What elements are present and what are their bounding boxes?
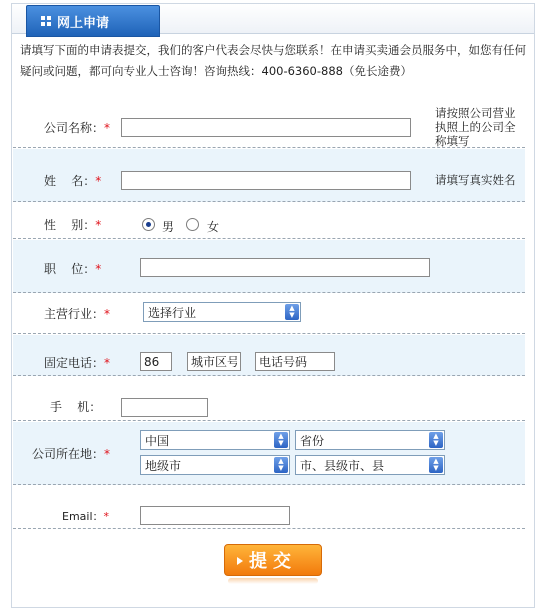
city-selected-value: 地级市 <box>145 459 182 473</box>
tab-title: 网上申请 <box>57 15 110 31</box>
row-company <box>13 96 525 148</box>
position-label: 职 位：* <box>44 262 102 276</box>
industry-label: 主营行业：* <box>44 307 111 321</box>
tab-bar <box>12 4 534 34</box>
country-select[interactable] <box>140 430 290 450</box>
area-code-input[interactable] <box>187 352 241 371</box>
select-arrows-icon: ▲ ▼ <box>274 457 288 473</box>
email-input[interactable] <box>140 506 290 525</box>
row-industry <box>13 294 525 334</box>
name-input[interactable] <box>121 171 411 190</box>
position-input[interactable] <box>140 258 430 277</box>
industry-select[interactable] <box>143 302 301 322</box>
county-selected-value: 市、县级市、县 <box>300 459 385 473</box>
gender-female-label: 女 <box>207 220 220 234</box>
company-label: 公司名称：* <box>44 121 111 135</box>
gender-label: 性 别：* <box>44 218 102 232</box>
tab-online-application[interactable] <box>26 5 160 37</box>
row-location <box>13 422 525 485</box>
gender-male-radio[interactable] <box>142 218 155 231</box>
phone-label: 固定电话：* <box>44 356 111 370</box>
country-code-input[interactable] <box>140 352 172 371</box>
mobile-label: 手 机： <box>50 400 102 414</box>
intro-text: 请填写下面的申请表提交，我们的客户代表会尽快与您联系！在申请买卖通会员服务中，如您有任何疑问或问题，都可向专业人士咨询！咨询热线：400-6360-888（免长途费） <box>20 43 526 78</box>
mobile-input[interactable] <box>121 398 208 417</box>
province-select[interactable] <box>295 430 445 450</box>
grid-icon <box>41 16 51 26</box>
phone-number-input[interactable] <box>255 352 335 371</box>
city-select[interactable] <box>140 455 290 475</box>
row-phone <box>13 335 525 376</box>
gender-female-radio[interactable] <box>186 218 199 231</box>
select-arrows-icon: ▲ ▼ <box>274 432 288 448</box>
row-gender <box>13 203 525 239</box>
submit-label: 提交 <box>249 551 297 572</box>
play-arrow-icon <box>237 557 243 565</box>
industry-selected-value: 选择行业 <box>148 306 197 320</box>
province-selected-value: 省份 <box>300 434 325 448</box>
select-arrows-icon: ▲ ▼ <box>285 304 299 320</box>
row-mobile <box>13 377 525 421</box>
row-position <box>13 240 525 293</box>
select-arrows-icon: ▲ ▼ <box>429 432 443 448</box>
name-hint: 请填写真实姓名 <box>435 173 516 187</box>
email-label: Email：* <box>62 510 110 523</box>
row-name <box>13 149 525 202</box>
submit-reflection <box>228 578 318 584</box>
country-selected-value: 中国 <box>145 434 170 448</box>
name-label: 姓 名：* <box>44 174 102 188</box>
select-arrows-icon: ▲ ▼ <box>429 457 443 473</box>
company-hint: 请按照公司营业执照上的公司全称填写 <box>435 106 516 148</box>
row-email <box>13 486 525 529</box>
submit-button[interactable] <box>224 544 322 576</box>
company-name-input[interactable] <box>121 118 411 137</box>
location-label: 公司所在地：* <box>32 447 111 461</box>
gender-male-label: 男 <box>162 220 175 234</box>
county-select[interactable] <box>295 455 445 475</box>
